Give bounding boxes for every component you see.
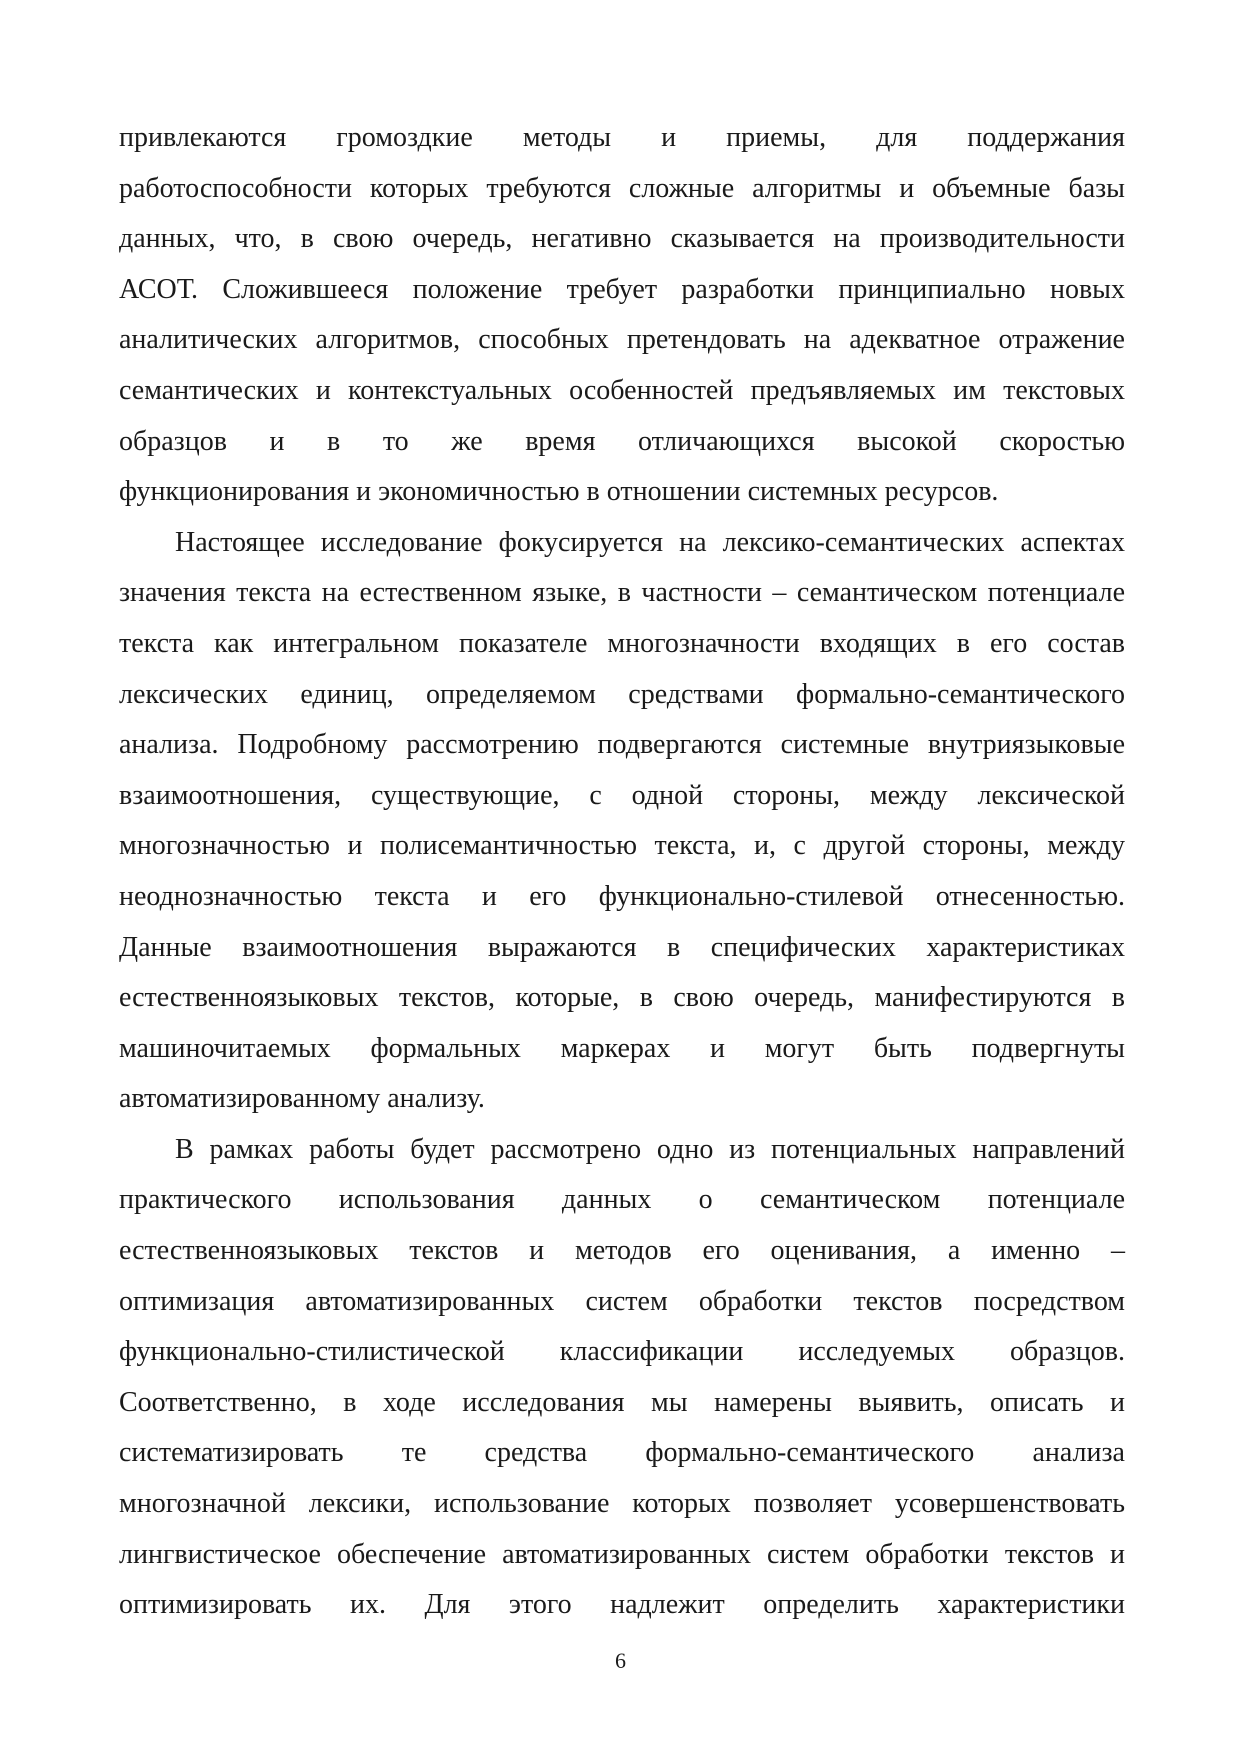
text-line: АСОТ. Сложившееся положение требует разработки принципиально новых bbox=[119, 273, 1125, 305]
text-line: Данные взаимоотношения выражаются в специфических характеристиках bbox=[119, 931, 1125, 963]
text-line: образцов и в то же время отличающихся высокой скоростью bbox=[119, 425, 1125, 457]
text-line: привлекаются громоздкие методы и приемы, для поддержания bbox=[119, 122, 1125, 153]
text-line: семантических и контекстуальных особенностей предъявляемых им текстовых bbox=[119, 374, 1125, 406]
text-line: многозначной лексики, использование которых позволяет усовершенствовать bbox=[119, 1488, 1125, 1520]
text-line: анализа. Подробному рассмотрению подвергаются системные внутриязыковые bbox=[119, 729, 1125, 761]
text-line: машиночитаемых формальных маркерах и могут быть подвергнуты bbox=[119, 1032, 1125, 1064]
text-line: работоспособности которых требуются сложные алгоритмы и объемные базы bbox=[119, 172, 1125, 204]
text-line: взаимоотношения, существующие, с одной стороны, между лексической bbox=[119, 779, 1125, 811]
text-line: систематизировать те средства формально-семантического анализа bbox=[119, 1437, 1125, 1469]
text-line: лексических единиц, определяемом средствами формально-семантического bbox=[119, 678, 1125, 710]
text-line: функционирования и экономичностью в отношении системных ресурсов. bbox=[119, 476, 999, 508]
text-line: значения текста на естественном языке, в частности – семантическом потенциале bbox=[119, 577, 1125, 609]
body-text bbox=[119, 113, 1125, 1631]
text-line: Соответственно, в ходе исследования мы намерены выявить, описать и bbox=[119, 1386, 1125, 1418]
text-line: данных, что, в свою очередь, негативно сказывается на производительности bbox=[119, 223, 1125, 255]
paragraph bbox=[119, 113, 1125, 518]
text-line: оптимизировать их. Для этого надлежит определить характеристики bbox=[119, 1589, 1125, 1621]
text-line: лингвистическое обеспечение автоматизированных систем обработки текстов и bbox=[119, 1538, 1125, 1570]
text-line: многозначностью и полисемантичностью текста, и, с другой стороны, между bbox=[119, 830, 1125, 862]
text-line: функционально-стилистической классификации исследуемых образцов. bbox=[119, 1336, 1125, 1368]
text-line: естественноязыковых текстов, которые, в свою очередь, манифестируются в bbox=[119, 982, 1125, 1014]
text-line: оптимизация автоматизированных систем обработки текстов посредством bbox=[119, 1285, 1125, 1317]
text-line: Настоящее исследование фокусируется на лексико-семантических аспектах bbox=[175, 526, 1125, 558]
text-line: текста как интегральном показателе многозначности входящих в его состав bbox=[119, 627, 1125, 659]
text-line: неоднозначностью текста и его функционально-стилевой отнесенностью. bbox=[119, 880, 1125, 912]
text-line: практического использования данных о семантическом потенциале bbox=[119, 1184, 1125, 1216]
text-line: аналитических алгоритмов, способных претендовать на адекватное отражение bbox=[119, 324, 1125, 356]
text-line: В рамках работы будет рассмотрено одно из потенциальных направлений bbox=[175, 1133, 1125, 1165]
page-number: 6 bbox=[615, 1648, 626, 1673]
text-line: естественноязыковых текстов и методов его оценивания, а именно – bbox=[119, 1235, 1125, 1267]
paragraph bbox=[119, 518, 1125, 1125]
text-line: автоматизированному анализу. bbox=[119, 1083, 485, 1115]
paragraph bbox=[119, 1125, 1125, 1631]
